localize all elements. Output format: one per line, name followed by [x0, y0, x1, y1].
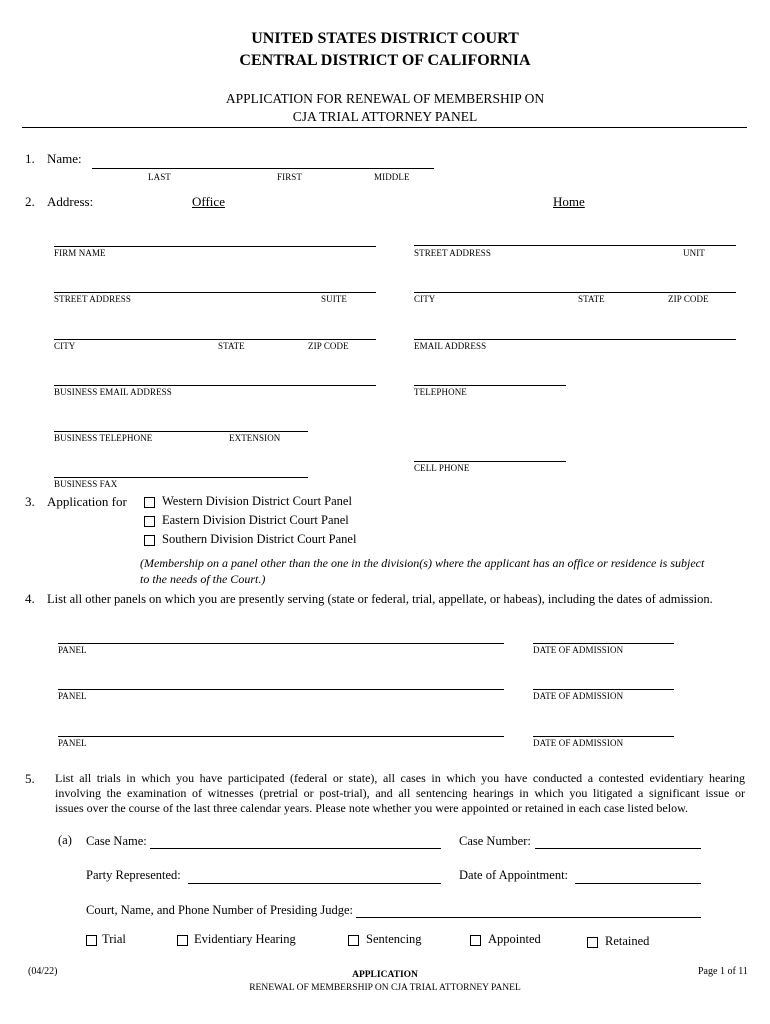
home-city-label: CITY	[414, 294, 436, 304]
date-of-admission-label-3: DATE OF ADMISSION	[533, 738, 624, 748]
court-name: UNITED STATES DISTRICT COURT	[251, 30, 519, 47]
office-city-field[interactable]	[54, 339, 376, 340]
evidentiary-hearing-checkbox[interactable]	[177, 935, 188, 946]
telephone-label: TELEPHONE	[414, 387, 467, 397]
business-email-field[interactable]	[54, 385, 376, 386]
western-division-checkbox[interactable]	[144, 497, 155, 508]
retained-label: Retained	[605, 934, 650, 948]
party-represented-label: Party Represented:	[86, 868, 181, 882]
southern-division-label: Southern Division District Court Panel	[162, 532, 357, 546]
business-telephone-label: BUSINESS TELEPHONE	[54, 433, 153, 443]
q5-number: 5.	[25, 771, 35, 786]
q4-number: 4.	[25, 591, 35, 606]
case-number-field[interactable]	[535, 848, 701, 849]
page-number: Page 1 of 11	[698, 966, 748, 977]
form-title-line2: CJA TRIAL ATTORNEY PANEL	[292, 109, 478, 124]
retained-checkbox[interactable]	[587, 937, 598, 948]
revision-date: (04/22)	[28, 966, 58, 977]
date-of-appointment-label: Date of Appointment:	[459, 868, 569, 882]
firm-name-label: FIRM NAME	[54, 248, 106, 258]
date-of-admission-field-1[interactable]	[533, 643, 674, 644]
q2-number: 2.	[25, 194, 35, 209]
trial-label: Trial	[102, 932, 126, 946]
office-street-field[interactable]	[54, 292, 376, 293]
application-for-label: Application for	[47, 494, 127, 509]
party-represented-field[interactable]	[188, 883, 441, 884]
office-city-label: CITY	[54, 341, 76, 351]
cell-phone-field[interactable]	[414, 461, 566, 462]
panel-label-3: PANEL	[58, 738, 87, 748]
eastern-division-checkbox[interactable]	[144, 516, 155, 527]
sentencing-label: Sentencing	[366, 932, 422, 946]
southern-division-checkbox[interactable]	[144, 535, 155, 546]
appointed-label: Appointed	[488, 932, 541, 946]
home-street-field[interactable]	[414, 245, 736, 246]
case-a-marker: (a)	[58, 833, 72, 847]
other-panels-instruction: List all other panels on which you are presently serving (state or federal, trial, appellate, or habeas), including the dates of admission.	[47, 592, 713, 606]
western-division-label: Western Division District Court Panel	[162, 494, 352, 508]
date-of-admission-label-2: DATE OF ADMISSION	[533, 691, 624, 701]
extension-label: EXTENSION	[229, 433, 281, 443]
office-state-label: STATE	[218, 341, 245, 351]
panel-label-2: PANEL	[58, 691, 87, 701]
footer-subtitle: RENEWAL OF MEMBERSHIP ON CJA TRIAL ATTORNEY PANEL	[249, 983, 521, 993]
date-of-admission-field-2[interactable]	[533, 689, 674, 690]
office-zip-label: ZIP CODE	[308, 341, 349, 351]
panel-label-1: PANEL	[58, 645, 87, 655]
panel-field-2[interactable]	[58, 689, 504, 690]
home-state-label: STATE	[578, 294, 605, 304]
home-zip-label: ZIP CODE	[668, 294, 709, 304]
q1-number: 1.	[25, 151, 35, 166]
address-label: Address:	[47, 194, 94, 209]
business-email-label: BUSINESS EMAIL ADDRESS	[54, 387, 172, 397]
header-rule	[22, 127, 747, 128]
trials-instruction-line1: List all trials in which you have participated (federal or state), all cases in which you have conducted a contested evidentiary hearing	[55, 771, 745, 785]
membership-note-line2: to the needs of the Court.)	[140, 572, 266, 586]
business-fax-label: BUSINESS FAX	[54, 479, 118, 489]
presiding-judge-field[interactable]	[356, 917, 701, 918]
case-name-label: Case Name:	[86, 834, 147, 848]
panel-field-3[interactable]	[58, 736, 504, 737]
appointed-checkbox[interactable]	[470, 935, 481, 946]
home-heading: Home	[553, 194, 585, 209]
office-street-label: STREET ADDRESS	[54, 294, 131, 304]
district-name: CENTRAL DISTRICT OF CALIFORNIA	[239, 52, 531, 69]
email-field[interactable]	[414, 339, 736, 340]
email-label: EMAIL ADDRESS	[414, 341, 487, 351]
office-suite-label: SUITE	[321, 294, 347, 304]
q3-number: 3.	[25, 494, 35, 509]
trials-instruction-line3: issues over the course of the last three calendar years. Please note whether you were appointed or retained in each case listed below.	[55, 801, 688, 815]
name-field[interactable]	[92, 168, 434, 169]
evidentiary-hearing-label: Evidentiary Hearing	[194, 932, 296, 946]
business-fax-field[interactable]	[54, 477, 308, 478]
footer-title: APPLICATION	[352, 970, 418, 980]
sentencing-checkbox[interactable]	[348, 935, 359, 946]
telephone-field[interactable]	[414, 385, 566, 386]
trial-checkbox[interactable]	[86, 935, 97, 946]
date-of-appointment-field[interactable]	[575, 883, 701, 884]
eastern-division-label: Eastern Division District Court Panel	[162, 513, 349, 527]
date-of-admission-field-3[interactable]	[533, 736, 674, 737]
home-street-label: STREET ADDRESS	[414, 248, 491, 258]
date-of-admission-label-1: DATE OF ADMISSION	[533, 645, 624, 655]
last-name-label: LAST	[148, 172, 171, 182]
office-heading: Office	[192, 194, 225, 209]
cell-phone-label: CELL PHONE	[414, 463, 470, 473]
business-telephone-field[interactable]	[54, 431, 308, 432]
trials-instruction-line2: involving the examination of witnesses (pretrial or post-trial), and all sentencing hearings in which you litigated a significant issue or	[55, 786, 745, 800]
middle-name-label: MIDDLE	[374, 172, 410, 182]
membership-note-line1: (Membership on a panel other than the one in the division(s) where the applicant has an office or residence is subject	[140, 556, 705, 570]
presiding-judge-label: Court, Name, and Phone Number of Presiding Judge:	[86, 903, 353, 917]
panel-field-1[interactable]	[58, 643, 504, 644]
case-name-field[interactable]	[150, 848, 441, 849]
name-label: Name:	[47, 151, 82, 166]
case-number-label: Case Number:	[459, 834, 531, 848]
home-city-field[interactable]	[414, 292, 736, 293]
first-name-label: FIRST	[277, 172, 303, 182]
firm-name-field[interactable]	[54, 246, 376, 247]
form-title-line1: APPLICATION FOR RENEWAL OF MEMBERSHIP ON	[225, 91, 545, 106]
home-unit-label: UNIT	[683, 248, 705, 258]
